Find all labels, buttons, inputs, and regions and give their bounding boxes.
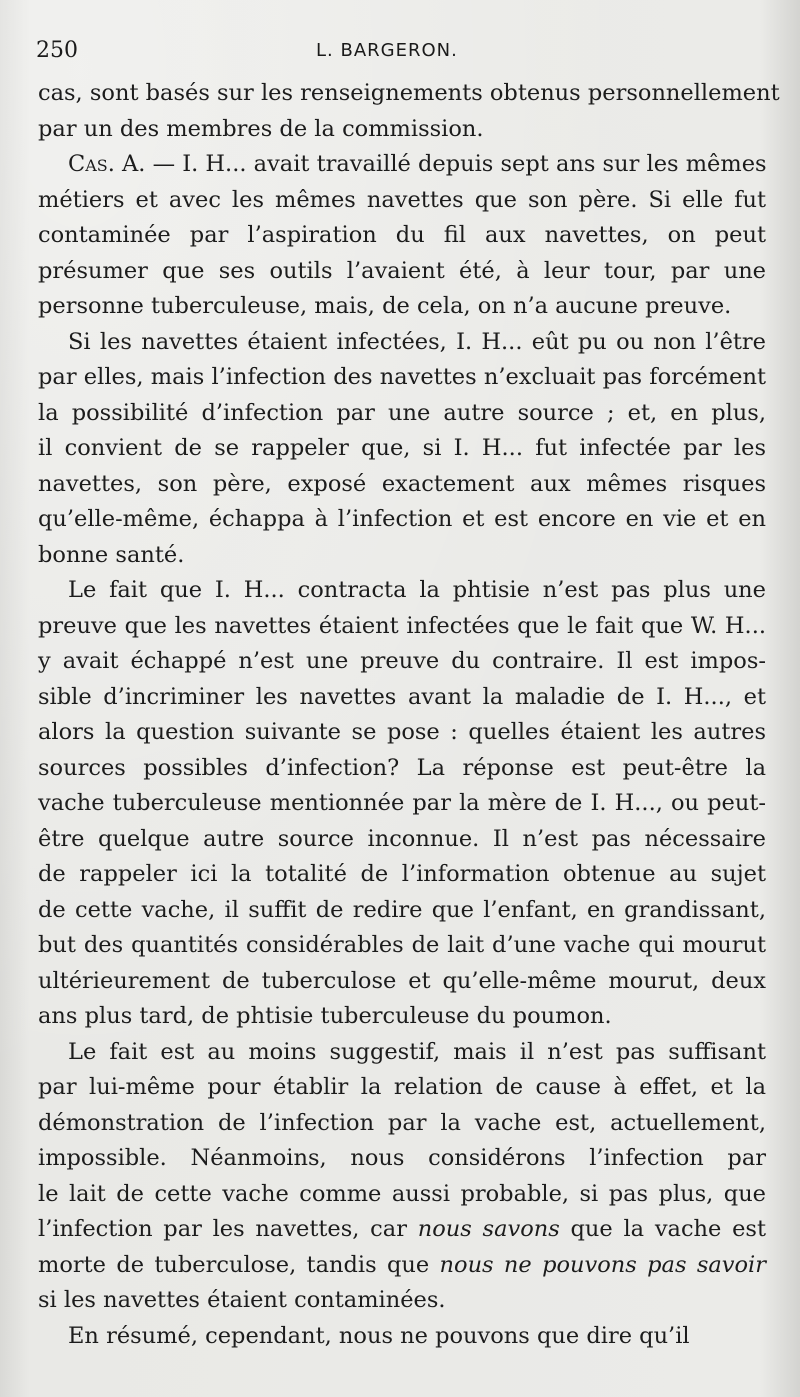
text-line: contaminée par l’aspiration du fil aux navettes, on peut xyxy=(38,222,766,248)
text-line: navettes, son père, exposé exactement aux mêmes risques xyxy=(38,470,766,497)
paragraph xyxy=(38,147,766,325)
paragraph xyxy=(38,573,766,1035)
text-line: but des quantités considérables de lait d’une vache qui mourut xyxy=(38,932,766,958)
text-line: ultérieurement de tuberculose et qu’elle-même mourut, deux xyxy=(38,967,766,994)
text-line: sible d’incriminer les navettes avant la maladie de I. H..., et xyxy=(38,683,766,710)
text-line: par un des membres de la commission. xyxy=(38,115,484,142)
text-line: Le fait est au moins suggestif, mais il n’est pas suffisant xyxy=(68,1038,766,1065)
text-line: de cette vache, il suffit de redire que l’enfant, en grandissant, xyxy=(38,896,766,923)
text-line: ans plus tard, de phtisie tuberculeuse du poumon. xyxy=(38,1003,612,1029)
text-line: la possibilité d’infection par une autre source ; et, en plus, xyxy=(38,399,766,426)
text-line: présumer que ses outils l’avaient été, à leur tour, par une xyxy=(38,257,766,284)
text-line: sources possibles d’infection? La réponse est peut-être la xyxy=(38,754,766,781)
paragraph xyxy=(38,76,780,147)
text-line: vache tuberculeuse mentionnée par la mère de I. H..., ou peut- xyxy=(38,790,766,816)
text-line: métiers et avec les mêmes navettes que son père. Si elle fut xyxy=(38,186,766,213)
text-line: alors la question suivante se pose : quelles étaient les autres xyxy=(38,719,766,745)
paragraph xyxy=(38,325,766,574)
text-line: si les navettes étaient contaminées. xyxy=(38,1287,446,1313)
text-line: y avait échappé n’est une preuve du contraire. Il est impos- xyxy=(38,648,766,674)
text-line: En résumé, cependant, nous ne pouvons que dire qu’il xyxy=(68,1322,690,1349)
text-line: cas, sont basés sur les renseignements obtenus personnellement xyxy=(38,80,780,106)
page-number: 250 xyxy=(36,38,78,63)
italic-emphasis: nous savons xyxy=(417,1216,560,1242)
text-line: bonne santé. xyxy=(38,541,185,568)
text-line: démonstration de l’infection par la vache est, actuellement, xyxy=(38,1109,766,1136)
text-line: par elles, mais l’infection des navettes n’excluait pas forcément xyxy=(38,364,766,390)
text-line: être quelque autre source inconnue. Il n’est pas nécessaire xyxy=(38,825,766,852)
italic-emphasis: nous ne pouvons pas savoir xyxy=(439,1251,766,1278)
text-line: Le fait que I. H... contracta la phtisie n’est pas plus une xyxy=(68,577,766,603)
paragraph xyxy=(38,1319,766,1355)
text-line: par lui-même pour établir la relation de cause à effet, et la xyxy=(38,1074,766,1100)
running-title: L. BARGERON. xyxy=(316,40,458,61)
text-line: qu’elle-même, échappa à l’infection et est encore en vie et en xyxy=(38,506,766,532)
text-line: preuve que les navettes étaient infectées que le fait que W. H... xyxy=(38,612,766,639)
text-line: Cas. A. — I. H... avait travaillé depuis sept ans sur les mêmes xyxy=(68,151,767,177)
text-line: il convient de se rappeler que, si I. H... fut infectée par les xyxy=(38,435,766,461)
body-text xyxy=(38,76,780,1354)
running-header xyxy=(36,38,760,68)
text-line: personne tuberculeuse, mais, de cela, on n’a aucune preuve. xyxy=(38,293,732,319)
text-line: morte de tuberculose, tandis que nous ne pouvons pas savoir xyxy=(38,1251,766,1278)
text-line: Si les navettes étaient infectées, I. H... eût pu ou non l’être xyxy=(68,328,766,355)
paragraph xyxy=(38,1035,766,1319)
small-caps-label: Cas xyxy=(68,151,108,177)
text-line: de rappeler ici la totalité de l’information obtenue au sujet xyxy=(38,861,766,887)
text-line: l’infection par les navettes, car nous savons que la vache est xyxy=(38,1216,767,1242)
text-line: impossible. Néanmoins, nous considérons l’infection par xyxy=(38,1145,766,1171)
text-line: le lait de cette vache comme aussi probable, si pas plus, que xyxy=(38,1180,766,1207)
